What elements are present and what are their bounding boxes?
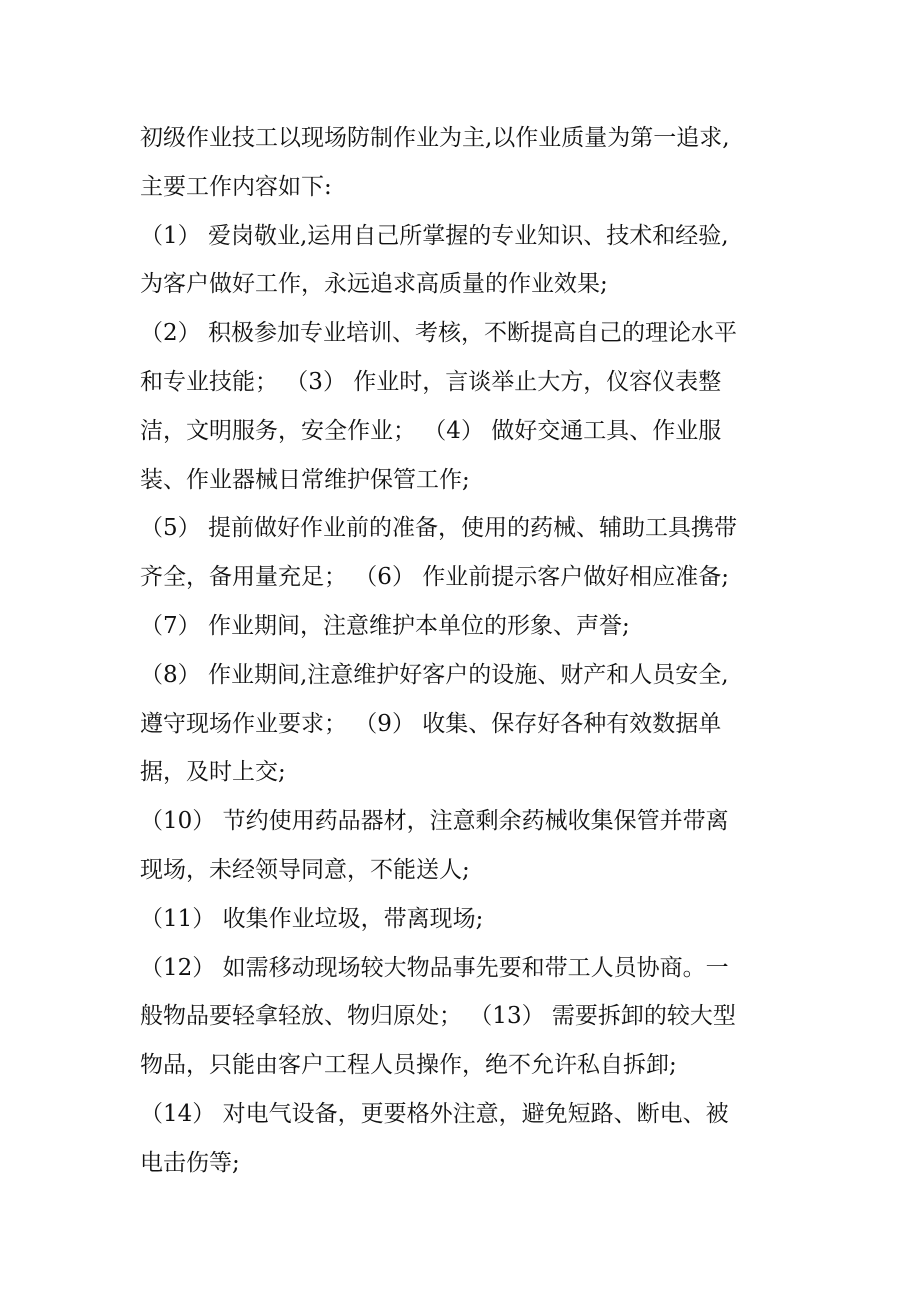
text-line: （12） 如需移动现场较大物品事先要和带工人员协商。一 <box>140 954 729 981</box>
text-line: 初级作业技工以现场防制作业为主,以作业质量为第一追求, <box>140 125 730 151</box>
text-line: 般物品要轻拿轻放、物归原处； （13） 需要拆卸的较大型 <box>140 1003 736 1030</box>
text-line: 遵守现场作业要求； （9） 收集、保存好各种有效数据单 <box>140 710 722 737</box>
text-line: 为客户做好工作，永远追求高质量的作业效果; <box>140 271 608 298</box>
text-line: （11） 收集作业垃圾，带离现场; <box>140 905 484 932</box>
text-line: 据，及时上交; <box>140 759 286 786</box>
text-line: 齐全，备用量充足； （6） 作业前提示客户做好相应准备; <box>140 564 730 591</box>
text-line: （5） 提前做好作业前的准备，使用的药械、辅助工具携带 <box>140 515 737 542</box>
text-line: 和专业技能； （3） 作业时，言谈举止大方，仪容仪表整 <box>140 368 722 395</box>
text-line: 现场，未经领导同意，不能送人; <box>140 856 470 883</box>
document-body <box>140 114 830 1188</box>
text-line: （8） 作业期间,注意维护好客户的设施、财产和人员安全, <box>140 661 729 688</box>
text-line: 主要工作内容如下: <box>140 173 332 200</box>
text-line: （2） 积极参加专业培训、考核，不断提高自己的理论水平 <box>140 320 737 347</box>
text-line: （1） 爱岗敬业,运用自己所掌握的专业知识、技术和经验, <box>140 222 729 249</box>
text-line: 物品，只能由客户工程人员操作，绝不允许私自拆卸; <box>140 1052 677 1079</box>
text-line: 电击伤等; <box>140 1149 240 1176</box>
text-line: 装、作业器械日常维护保管工作; <box>140 466 470 493</box>
text-line: （7） 作业期间，注意维护本单位的形象、声誉; <box>140 612 630 639</box>
text-line: 洁，文明服务，安全作业； （4） 做好交通工具、作业服 <box>140 417 722 444</box>
text-line: （10） 节约使用药品器材，注意剩余药械收集保管并带离 <box>140 808 729 835</box>
text-line: （14） 对电气设备，更要格外注意，避免短路、断电、被 <box>140 1100 729 1127</box>
